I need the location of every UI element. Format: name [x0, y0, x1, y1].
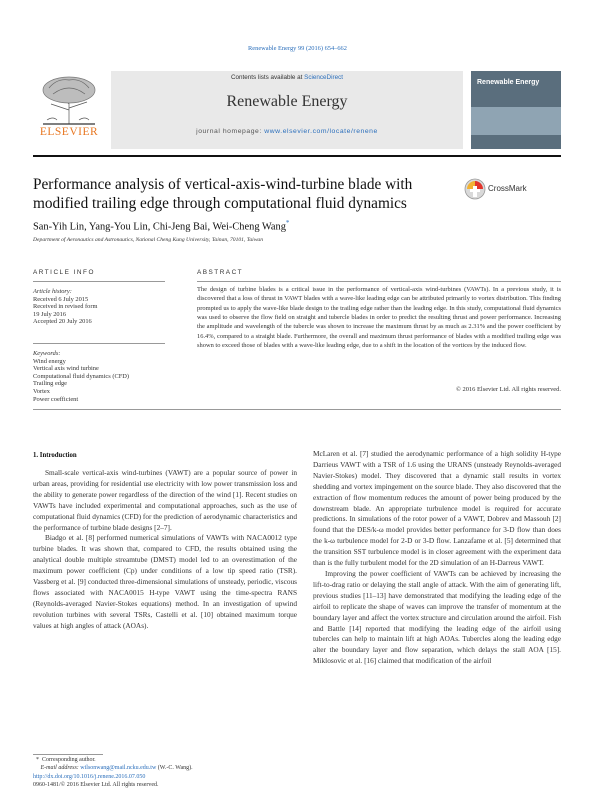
title-line-2: modified trailing edge through computational fluid dynamics [33, 195, 407, 212]
contents-prefix: Contents lists available at [230, 74, 305, 81]
email-suffix: (W.-C. Wang). [157, 764, 193, 771]
footnote-mark: * [36, 757, 39, 763]
journal-cover-thumbnail[interactable] [471, 71, 561, 149]
body-right-column [313, 449, 561, 667]
abstract-text: The design of turbine blades is a critical issue in the performance of vertical-axis wind-turbines (VAWTs). In a previous study, it is discovered that a loss of thrust in VAWT blades with a wave-like leading edge can be attributed primarily to vortex distribution. This finding prompted us to apply the wave-like blade design to the trailing edge rather than the leading edge. In this study, computational fluid dynamics was used to observe the flow field on straight and tubercle blades in order to predict the resulting thrust and power performance. Increasing the amplitude and wavelength of the tubercle was shown to increase the maximum thrust by as much as 2.31% and the power coefficient by 16.4%, compared to a straight blade. Furthermore, the overall and maximum thrust performance of blades with a modified trailing edge was shown to exceed those of blades with a wave-like leading edge, due to a shift in the location of the vortices by the induced flow. [197, 286, 561, 350]
authors-text: San-Yih Lin, Yang-You Lin, Chi-Jeng Bai, Wei-Cheng Wang [33, 221, 286, 233]
cover-image-band [471, 107, 561, 135]
body-left-column [33, 468, 297, 632]
abstract-rule [197, 281, 561, 282]
history-label: Article history: [33, 288, 72, 295]
history-item: 19 July 2016 [33, 310, 67, 318]
corresponding-author-mark[interactable]: * [285, 219, 290, 227]
author-list [33, 219, 289, 232]
corresponding-footnote [33, 757, 333, 772]
keyword-item: Wind energy [33, 357, 66, 365]
email-link[interactable]: wilsonwang@mail.ncku.edu.tw [80, 764, 157, 771]
journal-citation[interactable]: Renewable Energy 99 (2016) 654–662 [248, 45, 347, 52]
keyword-item: Vortex [33, 387, 50, 395]
article-info-rule [33, 281, 165, 282]
journal-homepage [111, 128, 463, 135]
keywords-rule [33, 343, 165, 344]
cover-title: Renewable Energy [477, 79, 540, 86]
footnote-line-2 [33, 765, 333, 773]
history-item: Received in revised form [33, 303, 98, 311]
article-title [33, 175, 453, 213]
abstract-copyright: © 2016 Elsevier Ltd. All rights reserved. [455, 386, 561, 393]
sciencedirect-link[interactable]: ScienceDirect [304, 74, 343, 81]
article-info-heading: ARTICLE INFO [33, 269, 95, 276]
header-rule [33, 155, 561, 157]
keywords-box [33, 350, 165, 403]
history-item: Accepted 20 July 2016 [33, 318, 92, 326]
title-line-1: Performance analysis of vertical-axis-wind-turbine blade with [33, 176, 413, 193]
crossmark-label: CrossMark [488, 184, 527, 193]
contents-line [111, 74, 463, 81]
abstract-bottom-rule [33, 409, 561, 410]
section-heading-introduction: 1. Introduction [33, 452, 77, 459]
keyword-item: Power coefficient [33, 395, 79, 403]
keyword-item: Vertical axis wind turbine [33, 365, 99, 373]
homepage-link[interactable]: www.elsevier.com/locate/renene [264, 128, 378, 135]
footnote-label: Corresponding author. [42, 757, 96, 763]
issn-line: 0960-1481/© 2016 Elsevier Ltd. All rights reserved. [33, 782, 159, 788]
homepage-prefix: journal homepage: [196, 128, 265, 135]
intro-paragraph-4: Improving the power coefficient of VAWTs can be achieved by increasing the lift-to-drag ratio or delaying the stall angle of attack. With the aim of generating lift, previous studies [11–13] have demonstrated that modifying the leading edge of the airfoil to replicate the shape of waves can improve the transfer of momentum at the boundary layer and affect the vortex structure and circulation around the airfoil. Fish and Battle [14] reported that modifying the leading edge of the airfoil using tubercles can help to maintain lift at high AOAs. Tubercles along the leading edge alter the boundary layer and flow separation, which delays the stall AOA [15]. Miklosovic et al. [16] claimed that modification of the airfoil [313, 568, 561, 666]
intro-paragraph-1: Small-scale vertical-axis wind-turbines (VAWT) are a popular source of power in urban areas, providing for residential use electricity with low power transmission loss and the ability to generate power regardless of the direction of the wind [1]. Recent studies on VAWTs have included experimental and computational approaches, such as the use of computational fluid dynamics (CFD) for the prediction of aerodynamic characteristics and the performance of turbine blade designs [2–7]. [33, 468, 297, 532]
crossmark-icon [464, 178, 486, 200]
abstract-heading: ABSTRACT [197, 269, 244, 276]
elsevier-wordmark: ELSEVIER [39, 126, 99, 138]
keywords-label: Keywords: [33, 350, 61, 357]
affiliation: Department of Aeronautics and Astronautics, National Cheng Kung University, Tainan, 70101, Taiwan [33, 237, 264, 243]
email-label: E-mail address: [40, 764, 79, 771]
keyword-item: Trailing edge [33, 380, 68, 388]
keyword-item: Computational fluid dynamics (CFD) [33, 372, 130, 380]
intro-paragraph-3: McLaren et al. [7] studied the aerodynamic performance of a high solidity H-type Darrieus VAWT with a TSR of 1.6 using the URANS (unsteady Reynolds-averaged Navier-Stokes) model. They discovered that a dynamic stall results in vortex shedding and vortex impingement on the source blade. They also discovered that the extraction of flow momentum reduces the amount of power being produced by the downstream blade. An appropriate turbulence model is required for accurate predictions. In simulations of the rotor power of a VAWT, Dobrev and Massouh [2] found that the DES/k-ω model provides better performance for 3-D flow than does the k-ω turbulence model for 2-D or 3-D flow. Lanzafame et al. [5] determined that the transition SST turbulence model is in closer agreement with the experiment data than is the fully turbulent model for the 2D simulation of an H-Darreus VAWT. [313, 449, 561, 568]
article-info-box [33, 288, 165, 326]
intro-paragraph-2: Biadgo et al. [8] performed numerical simulations of VAWTs with NACA0012 type turbine blades. It was shown that, compared to CFD, the results obtained using the analytical double multiple streamtube (DMST) model led to an overestimation of the maximum power coefficient (Cp) under conditions of a low tip speed ratio (TSR). Vassberg et al. [9] conducted three-dimensional simulations of unsteady, periodic, viscous flows associated with NACA0015 H-type VAWT using the time-spectra RANS (Reynolds-averaged Navier-Stokes equations) method. In an investigation of upwind revolution turbines with several TSRs, Castelli et al. [10] obtained maximum torque values at high angles of attack (AOAs). [33, 533, 297, 630]
doi-link[interactable]: http://dx.doi.org/10.1016/j.renene.2016.07.050 [33, 774, 146, 780]
journal-name: Renewable Energy [226, 93, 348, 110]
footnote-rule [33, 754, 103, 755]
crossmark-badge[interactable] [464, 178, 564, 202]
history-item: Received 6 July 2015 [33, 295, 89, 303]
footnote-line-1 [33, 757, 333, 765]
